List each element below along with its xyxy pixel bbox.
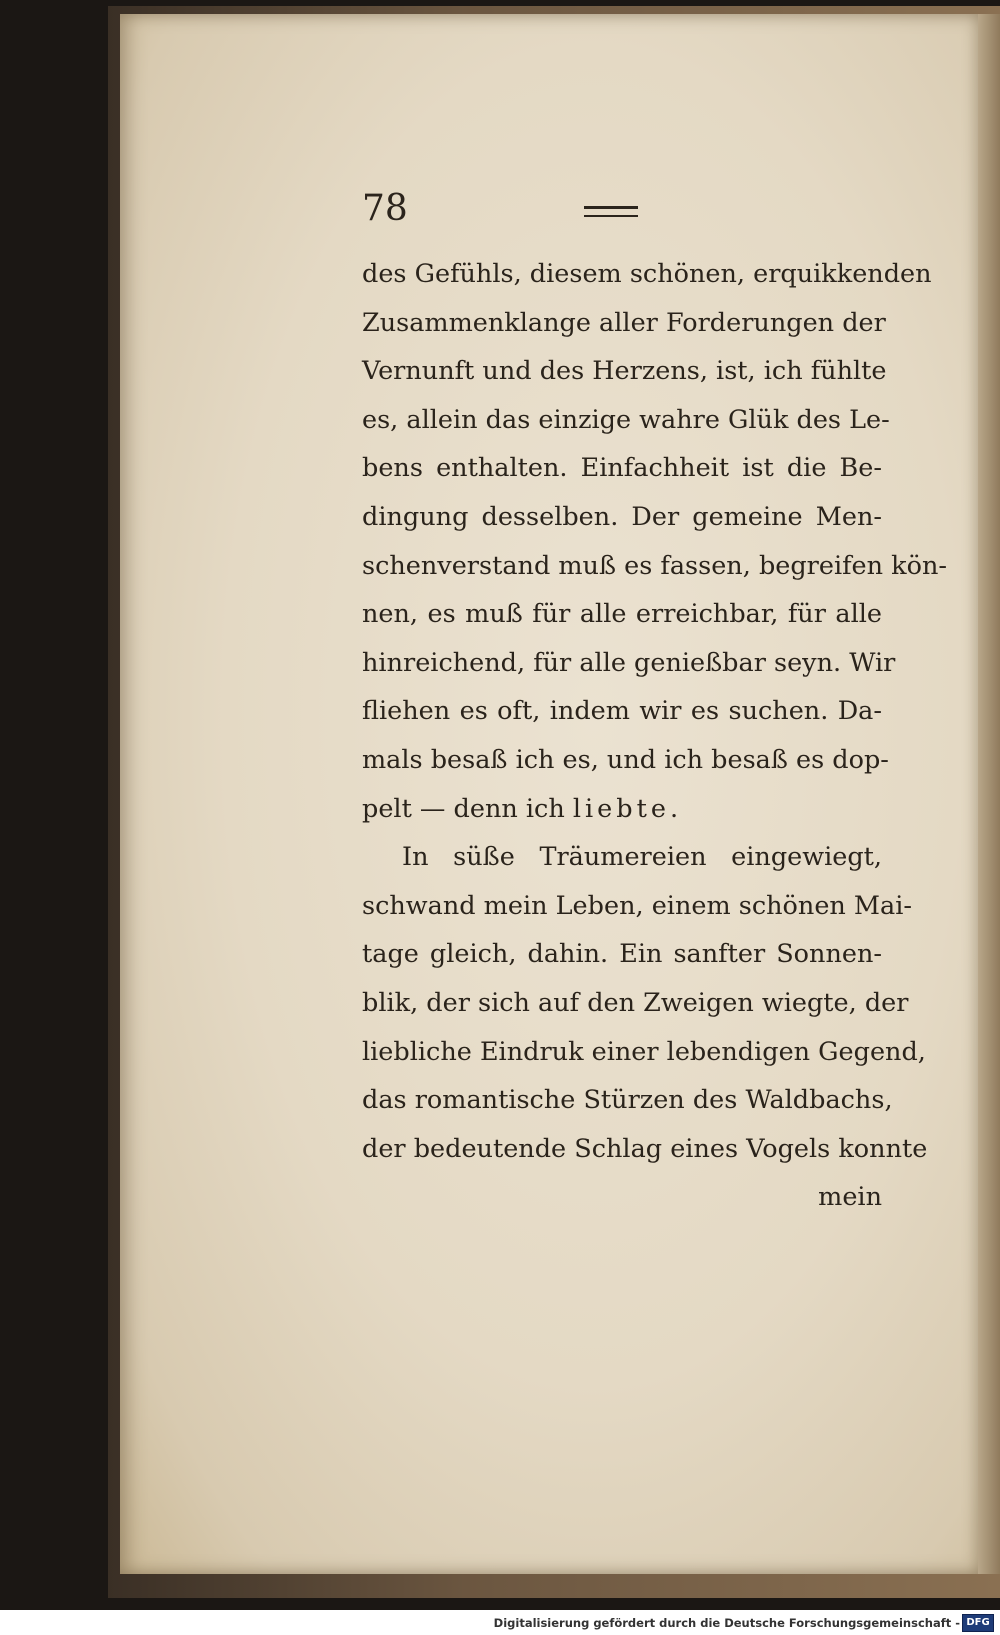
catchword: mein bbox=[818, 1182, 882, 1213]
text-line: tage gleich, dahin. Ein sanfter Sonnen- bbox=[362, 939, 882, 970]
text-line: nen, es muß für alle erreichbar, für alle bbox=[362, 599, 882, 630]
page-number: 78 bbox=[362, 188, 408, 229]
text-line: bens enthalten. Einfachheit ist die Be- bbox=[362, 453, 882, 484]
paragraph-end-line bbox=[362, 785, 882, 834]
paragraph-first-line: In süße Träumereien eingewiegt, bbox=[402, 842, 882, 873]
running-head bbox=[362, 188, 882, 238]
page-fore-edge bbox=[978, 14, 1000, 1574]
text-line: liebliche Eindruk einer lebendigen Gegend, bbox=[362, 1036, 926, 1067]
text-line: des Gefühls, diesem schönen, erquikkenden bbox=[362, 259, 932, 289]
text-line: schwand mein Leben, einem schönen Mai- bbox=[362, 890, 913, 921]
text-line: fliehen es oft, indem wir es suchen. Da- bbox=[362, 696, 882, 727]
text-fragment: pelt — denn ich bbox=[362, 793, 573, 824]
text-line: schenverstand muß es fassen, begreifen kön- bbox=[362, 550, 948, 581]
body-text bbox=[362, 250, 948, 1222]
text-line: hinreichend, für alle genießbar seyn. Wir bbox=[362, 647, 896, 678]
text-line: Zusammenklange aller Forderungen der bbox=[362, 307, 886, 338]
text-line: das romantische Stürzen des Waldbachs, bbox=[362, 1085, 893, 1116]
text-line: mals besaß ich es, und ich besaß es dop- bbox=[362, 744, 889, 775]
text-line: Vernunft und des Herzens, ist, ich fühlte bbox=[362, 356, 887, 387]
text-line: dingung desselben. Der gemeine Men- bbox=[362, 501, 882, 532]
dfg-logo: DFG bbox=[962, 1614, 994, 1632]
emphasized-word: liebte. bbox=[572, 793, 683, 824]
text-line: blik, der sich auf den Zweigen wiegte, der bbox=[362, 987, 909, 1018]
head-ornament-rule bbox=[584, 206, 638, 217]
funding-credit: Digitalisierung gefördert durch die Deutsche Forschungsgemeinschaft - bbox=[493, 1616, 960, 1630]
digitization-footer bbox=[0, 1610, 1000, 1635]
text-line: der bedeutende Schlag eines Vogels konnte bbox=[362, 1133, 928, 1164]
text-line: es, allein das einzige wahre Glük des Le- bbox=[362, 404, 890, 435]
